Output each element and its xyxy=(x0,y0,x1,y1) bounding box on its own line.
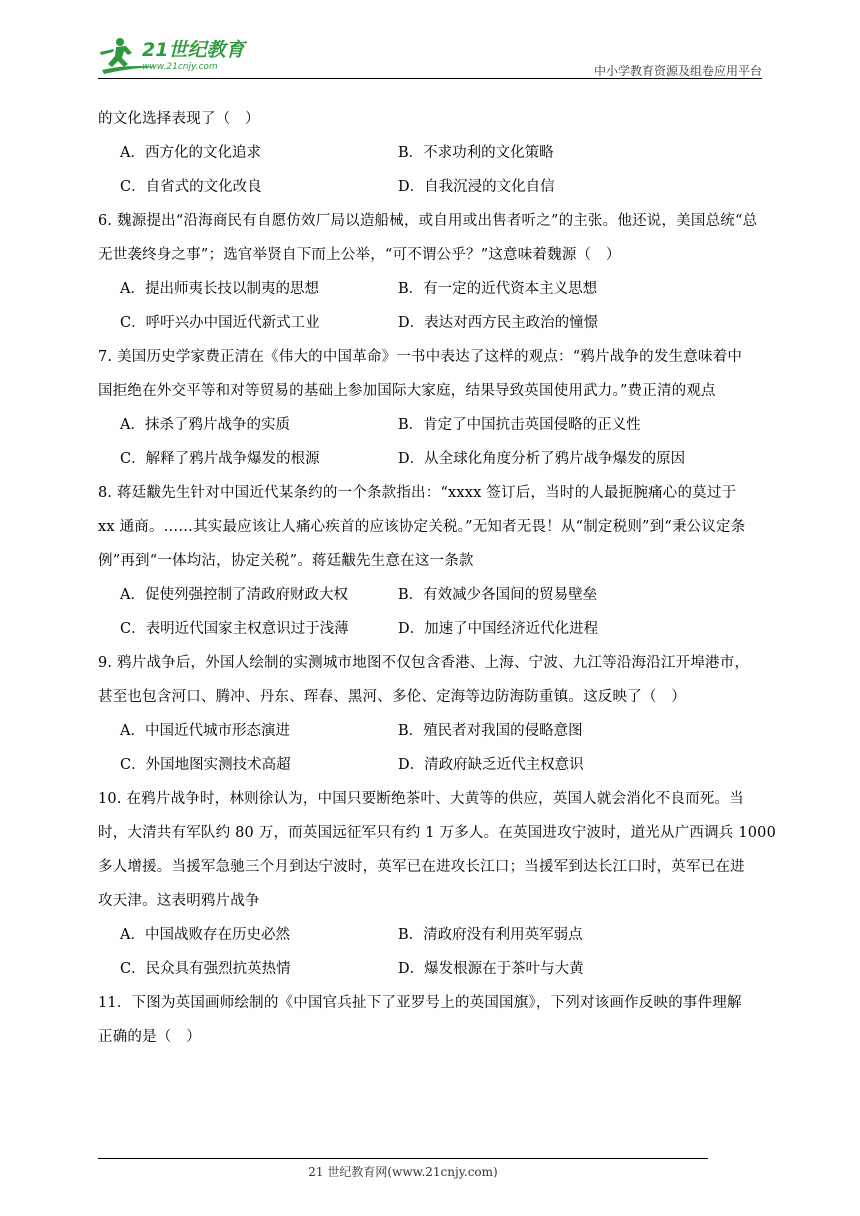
question-11 xyxy=(98,986,762,1054)
question-line: 10. 在鸦片战争时，林则徐认为，中国只要断绝茶叶、大黄等的供应，英国人就会消化不良而死。当 xyxy=(98,791,744,807)
logo-url: www.21cnjy.com xyxy=(142,62,218,72)
option-a: A．抹杀了鸦片战争的实质 xyxy=(120,417,290,433)
question-line: 时，大清共有军队约 80 万，而英国远征军只有约 1 万多人。在英国进攻宁波时，道光从广西调兵 1000 xyxy=(98,825,777,841)
option-d: D．爆发根源在于茶叶与大黄 xyxy=(398,961,584,977)
option-row xyxy=(98,612,762,646)
question-line: 9. 鸦片战争后，外国人绘制的实测城市地图不仅包含香港、上海、宁波、九江等沿海沿江开埠港市， xyxy=(98,655,750,671)
question-line: 甚至也包含河口、腾冲、丹东、珲春、黑河、多伦、定海等边防海防重镇。这反映了（ ） xyxy=(98,689,686,705)
question-7 xyxy=(98,340,762,476)
option-c: C．自省式的文化改良 xyxy=(120,179,262,195)
option-c: C．民众具有强烈抗英热情 xyxy=(120,961,291,977)
option-d: D．清政府缺乏近代主权意识 xyxy=(398,757,584,773)
question-line: 无世袭终身之事”；选官举贤自下而上公举，“可不谓公乎？”这意味着魏源（ ） xyxy=(98,247,621,263)
option-a: A．中国近代城市形态演进 xyxy=(120,723,290,739)
platform-name: 中小学教育资源及组卷应用平台 xyxy=(593,64,762,78)
option-row xyxy=(98,442,762,476)
question-line: 6. 魏源提出“沿海商民有自愿仿效厂局以造船械，或自用或出售者听之”的主张。他还说，美国总统“总 xyxy=(98,213,758,229)
option-row xyxy=(98,578,762,612)
option-a: A．中国战败存在历史必然 xyxy=(120,927,290,943)
option-row xyxy=(98,918,762,952)
option-c: C．解释了鸦片战争爆发的根源 xyxy=(120,451,320,467)
option-b: B．清政府没有利用英军弱点 xyxy=(398,927,583,943)
option-d: D．表达对西方民主政治的憧憬 xyxy=(398,315,599,331)
question-9 xyxy=(98,646,762,782)
option-c: C．呼吁兴办中国近代新式工业 xyxy=(120,315,320,331)
option-row xyxy=(98,408,762,442)
option-a: A．提出师夷长技以制夷的思想 xyxy=(120,281,319,297)
option-b: B．不求功利的文化策略 xyxy=(398,145,554,161)
option-d: D．自我沉浸的文化自信 xyxy=(398,179,555,195)
option-row xyxy=(98,170,762,204)
question-line: 11．下图为英国画师绘制的《中国官兵扯下了亚罗号上的英国国旗》，下列对该画作反映的事件理解 xyxy=(98,995,742,1011)
question-6 xyxy=(98,204,762,340)
option-b: B．有效减少各国间的贸易壁垒 xyxy=(398,587,598,603)
option-d: D．加速了中国经济近代化进程 xyxy=(398,621,599,637)
option-row xyxy=(98,136,762,170)
option-b: B．肯定了中国抗击英国侵略的正义性 xyxy=(398,417,641,433)
option-row xyxy=(98,306,762,340)
option-row xyxy=(98,714,762,748)
option-c: C．外国地图实测技术高超 xyxy=(120,757,291,773)
question-line: 8. 蒋廷黻先生针对中国近代某条约的一个条款指出：“xxxx 签订后，当时的人最扼腕痛心的莫过于 xyxy=(98,485,737,501)
option-b: B．有一定的近代资本主义思想 xyxy=(398,281,598,297)
logo-21cnjy xyxy=(98,34,268,76)
question-8 xyxy=(98,476,762,646)
option-row xyxy=(98,748,762,782)
option-a: A．西方化的文化追求 xyxy=(120,145,261,161)
question-line: 攻天津。这表明鸦片战争 xyxy=(98,893,260,909)
question-10 xyxy=(98,782,777,986)
logo-text: 21世纪教育 xyxy=(142,39,245,61)
question-line: xx 通商。……其实最应该让人痛心疾首的应该协定关税。”无知者无畏！从“制定税则”到“秉公议定条 xyxy=(98,519,746,535)
option-c: C．表明近代国家主权意识过于浅薄 xyxy=(120,621,349,637)
question-line: 7. 美国历史学家费正清在《伟大的中国革命》一书中表达了这样的观点：“鸦片战争的发生意味着中 xyxy=(98,349,743,365)
option-a: A．促使列强控制了清政府财政大权 xyxy=(120,587,348,603)
page-header xyxy=(98,30,762,78)
question-line: 多人增援。当援军急驰三个月到达宁波时，英军已在进攻长江口；当援军到达长江口时，英军已在进 xyxy=(98,859,745,875)
option-row xyxy=(98,272,762,306)
question-content xyxy=(98,102,777,1054)
question-line: 正确的是（ ） xyxy=(98,1029,201,1045)
intro-line: 的文化选择表现了（ ） xyxy=(98,111,260,127)
page-footer: 21 世纪教育网(www.21cnjy.com) xyxy=(308,1165,498,1179)
option-d: D．从全球化角度分析了鸦片战争爆发的原因 xyxy=(398,451,686,467)
option-row xyxy=(98,952,762,986)
header-divider xyxy=(98,78,762,79)
footer-divider xyxy=(98,1158,708,1159)
question-line: 例”再到“一体均沾，协定关税”。蒋廷黻先生意在这一条款 xyxy=(98,553,474,569)
option-b: B．殖民者对我国的侵略意图 xyxy=(398,723,583,739)
question-line: 国拒绝在外交平等和对等贸易的基础上参加国际大家庭，结果导致英国使用武力。”费正清的观点 xyxy=(98,383,716,399)
